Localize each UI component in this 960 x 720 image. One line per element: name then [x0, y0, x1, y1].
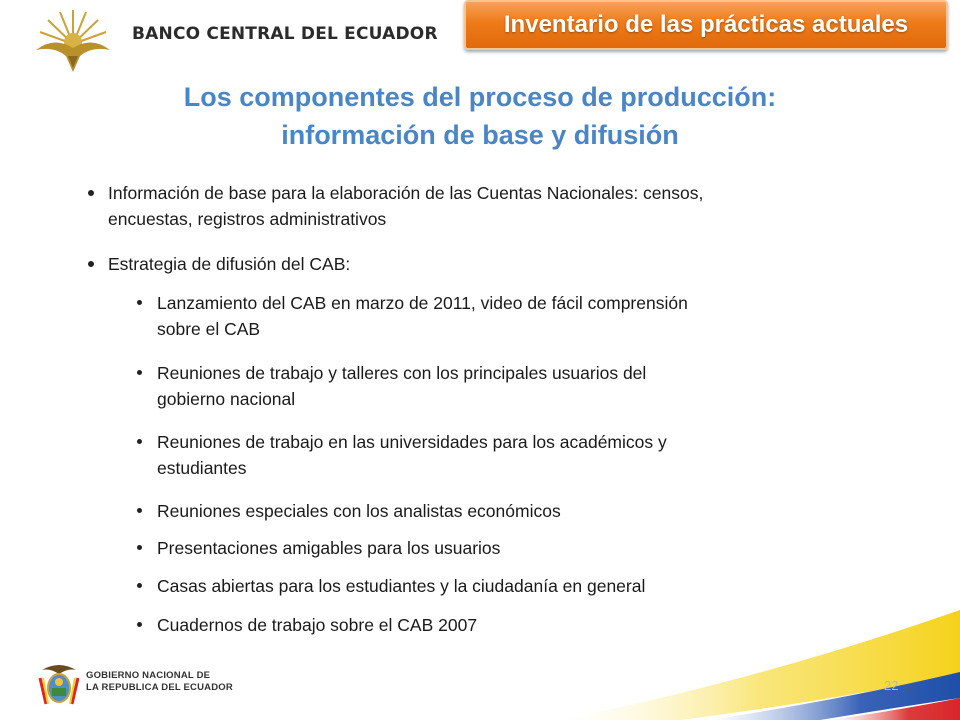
sub-bullet-dot-icon: [137, 622, 142, 627]
sub-bullet-item: Casas abiertas para los estudiantes y la ciudadanía en general: [157, 576, 646, 596]
coat-of-arms-icon: [38, 658, 80, 708]
bullet-item: Información de base para la elaboración de las Cuentas Nacionales: censos, encuestas, registros administrativos: [108, 183, 704, 229]
flag-swoosh-graphic: [560, 610, 960, 720]
sub-bullet-item: Reuniones de trabajo y talleres con los principales usuarios del gobierno nacional: [157, 363, 647, 409]
bullet-dot-icon: [88, 261, 94, 267]
sub-bullet-item: Cuadernos de trabajo sobre el CAB 2007: [157, 615, 478, 635]
bullet-dot-icon: [88, 190, 94, 196]
sub-bullet-dot-icon: [137, 300, 142, 305]
government-label: GOBIERNO NACIONAL DE LA REPUBLICA DEL ECUADOR: [86, 670, 233, 693]
page-number: 22: [884, 678, 899, 693]
section-badge: Inventario de las prácticas actuales: [464, 0, 948, 50]
sub-bullet-item: Presentaciones amigables para los usuarios: [157, 538, 501, 558]
sub-bullet-item: Lanzamiento del CAB en marzo de 2011, video de fácil comprensión sobre el CAB: [157, 293, 688, 339]
slide-title: [60, 78, 900, 154]
sub-bullet-dot-icon: [137, 370, 142, 375]
sub-bullet-item: Reuniones especiales con los analistas económicos: [157, 501, 561, 521]
sub-bullet-dot-icon: [137, 545, 142, 550]
bank-name: BANCO CENTRAL DEL ECUADOR: [132, 24, 438, 44]
slide-title-line2: información de base y difusión: [281, 120, 679, 150]
sub-bullet-dot-icon: [137, 583, 142, 588]
slide-title-line1: Los componentes del proceso de producción:: [183, 82, 777, 112]
sub-bullet-item: Reuniones de trabajo en las universidades para los académicos y estudiantes: [157, 432, 667, 478]
bank-condor-logo-icon: [30, 6, 116, 76]
sub-bullet-dot-icon: [137, 439, 142, 444]
sub-bullet-dot-icon: [137, 508, 142, 513]
bullet-item: Estrategia de difusión del CAB:: [108, 254, 351, 274]
